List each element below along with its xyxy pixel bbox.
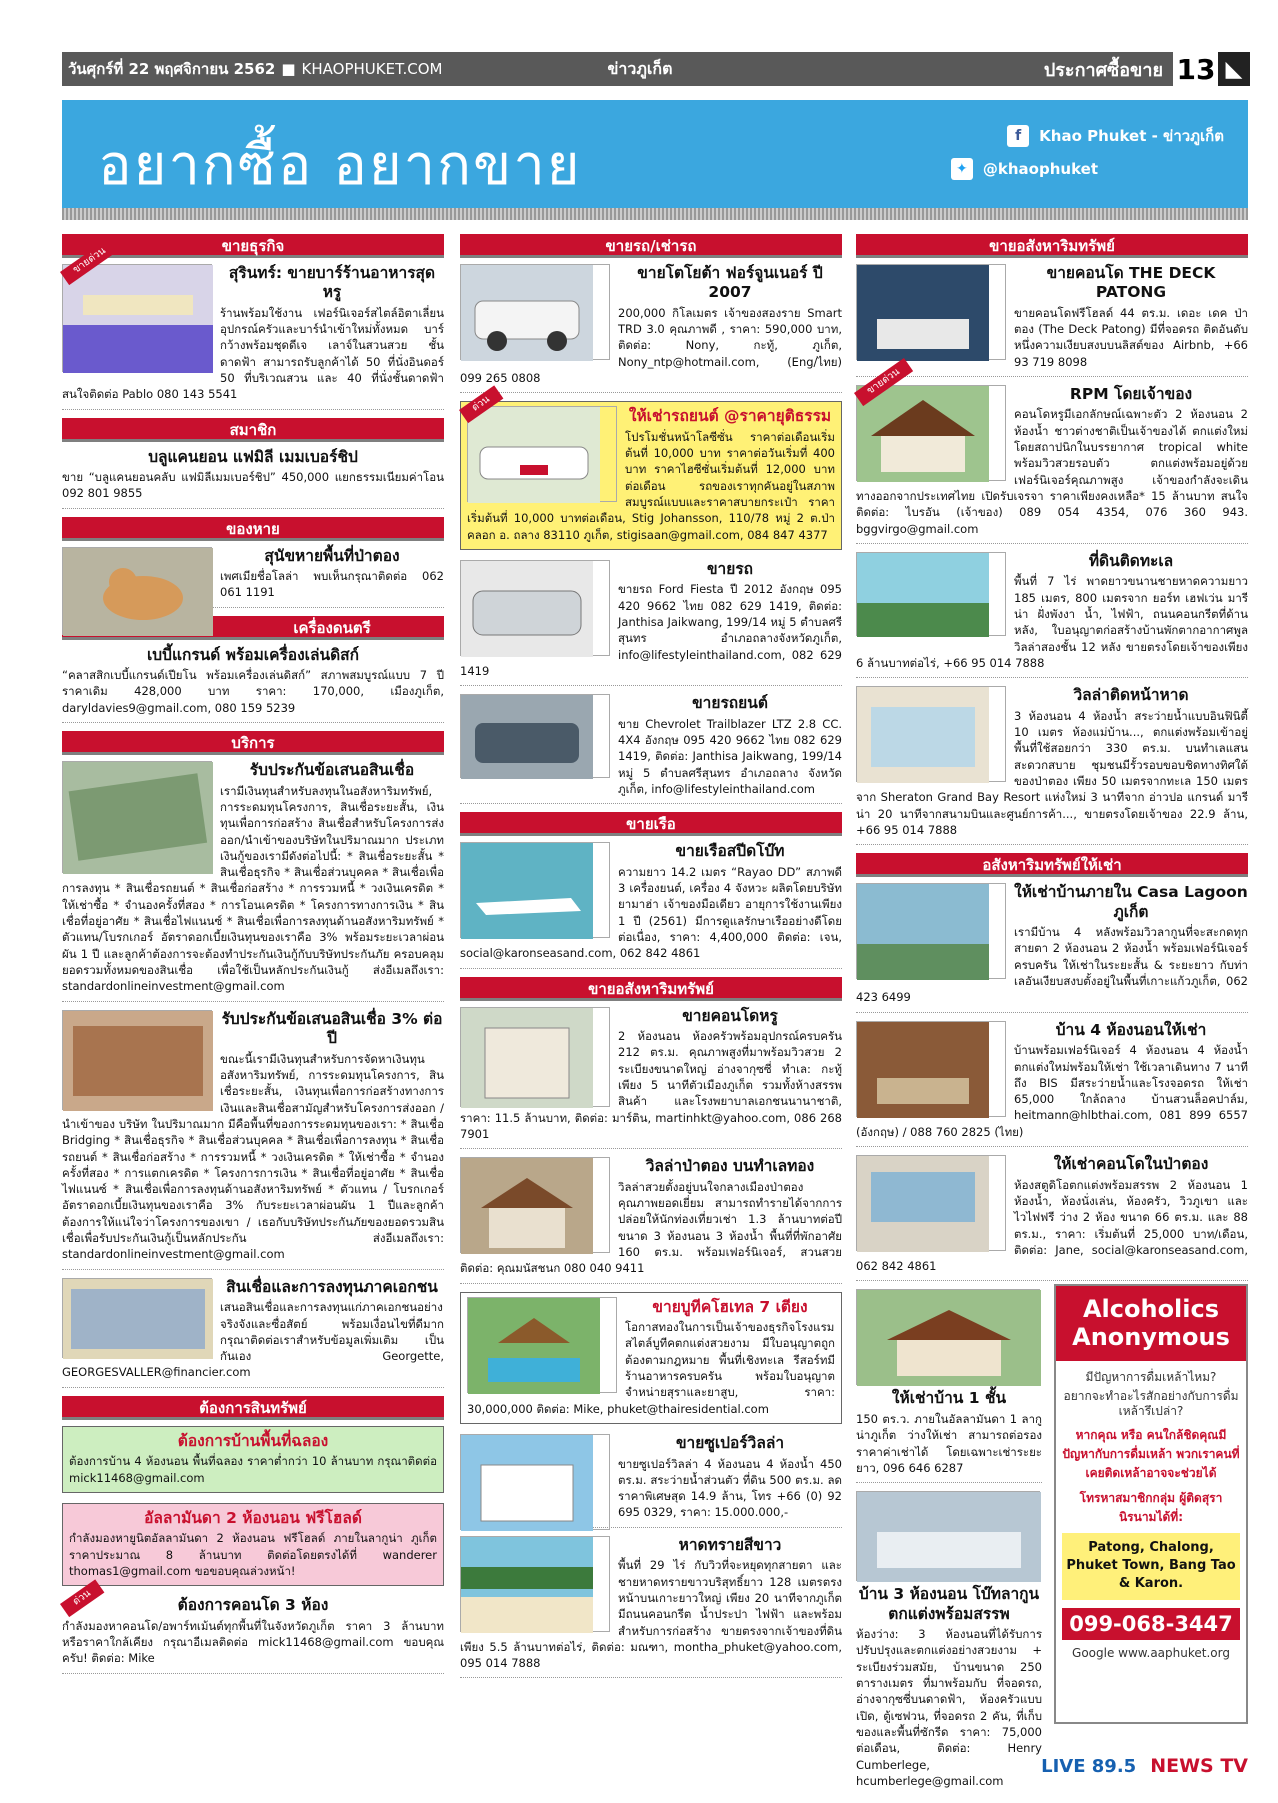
beach-photo	[460, 1536, 610, 1632]
aa-message: หากคุณ หรือ คนใกล้ชิดคุณมีปัญหากับการดื่มเหล้า พวกเราคนที่เคยติดเหล้าอาจจะช่วยได้	[1062, 1427, 1240, 1480]
ad-text: ขาย “บลูแคนยอนคลับ แฟมิลีเมมเบอร์ชิป” 450,000 แยกธรรมเนียมค่าโอน 092 801 9855	[62, 470, 444, 501]
live-radio-logo: LIVE 89.5	[1041, 1755, 1137, 1777]
ad-title: ที่ดินติดทะเล	[1088, 552, 1174, 571]
facebook-label: Khao Phuket - ข่าวภูเก็ต	[1039, 127, 1224, 145]
thai-villa-photo	[856, 385, 1006, 481]
ad-text: วิลล่าสวยตั้งอยู่บนใจกลางเมืองป่าตอง คุณภาพยอดเยี่ยม สามารถทำรายได้จากการปล่อยให้นักท่องเที่ยวเช่า 1.3 ล้านบาทต่อปี ขนาด 3 ห้องนอน 3 ห้องน้ำ พื้นที่ที่พักอาศัย 160 ตร.ม. พร้อมเฟอร์นิเจอร์, สวนสวย ติดต่อ: คุณมนัสชนก 080 040 9411	[460, 1179, 842, 1276]
patong-condo-photo	[856, 1155, 1006, 1251]
ad-title: ขายโตโยต้า ฟอร์จูนเนอร์ ปี 2007	[637, 264, 823, 302]
aa-body	[1056, 1361, 1246, 1665]
ad-text: เรามีเงินทุนสำหรับลงทุนในอสังหาริมทรัพย์, การระดมทุนโครงการ, สินเชื่อระยะสั้น, เงินทุนเพื่อการก่อสร้าง สินเชื่อสำหรับโครงการส่งออก/นำเข้าของบริษัทในปริมาณมาก ประเภทเงินกู้ของเรามีดังต่อไปนี้: * สินเชื่อระยะสั้น * สินเชื่อธุรกิจ * สินเชื่อส่วนบุคคล * สินเชื่อเพื่อการลงทุน * สินเชื่อรถยนต์ * สินเชื่อก่อสร้าง * การรวมหนี้ * วงเงินเครดิต * ให้เช่าซื้อ * จำนองครั้งที่สอง * การโอนเครดิต * โครงการทางการเงิน * สินเชื่อที่อยู่อาศัย * สินเชื่อไฟแนนซ์ * สินเชื่อเพื่อการลงทุนด้านอสังหาริมทรัพย์ * ตัวแทน/โบรกเกอร์ อัตราดอกเบี้ยเงินทุนของเราคือ 3% พร้อมระยะเวลาผ่อนผัน 1 ปี และลูกค้าต้องการจะต้องทำประกันเงินกู้กับบริษัทประกันภัย ครอบคลุมยอดรวมทั้งหมดของสินเชื่อ เพื่อใช้เป็นหลักประกันเงินกู้ ส่งอีเมลถึงเรา: standardonlineinvestment@gmail.com	[62, 783, 444, 994]
single-house-photo	[856, 1289, 1040, 1385]
ad-title: สุนัขหายพื้นที่ป่าตอง	[264, 546, 400, 565]
ad-title: บ้าน 3 ห้องนอน โบ๊ทลากูน ตกแต่งพร้อมสรรพ	[858, 1585, 1040, 1623]
classified-ad	[62, 1503, 444, 1586]
ad-text: โอกาสทองในการเป็นเจ้าของธุรกิจโรงแรมสไตล์บูทีคตกแต่งสวยงาม มีใบอนุญาตถูกต้องตามกฎหมาย พื้นที่เชิงทะเล รีสอร์ทมีร้านอาหารครบครัน พร้อมใบอนุญาตจำหน่ายสุราและยาสูบ, ราคา: 30,000,000 ติดต่อ: Mike, phuket@thairesidential.com	[467, 1320, 835, 1416]
condo-photo	[460, 1007, 610, 1107]
ad-text: พื้นที่ 29 ไร่ กับวิวที่จะหยุดทุกสายตา และชายหาดทรายขาวบริสุทธิ์ยาว 128 เมตรตรงหน้าบนเกาะยาวใหญ่ เพียง 20 นาทีจากภูเก็ต มีถนนคอนกรีต น้ำประปา ไฟฟ้า และพร้อมสำหรับการก่อสร้าง ขายตรงจากเจ้าของที่ดิน เพียง 5.5 ล้านบาทต่อไร่, ติดต่อ: มณฑา, montha_phuket@yahoo.com, 095 014 7888	[460, 1558, 842, 1671]
site-name: KHAOPHUKET.COM	[301, 60, 443, 78]
classified-ad	[856, 1491, 1042, 1795]
beachfront-villa-photo	[856, 686, 1006, 782]
classified-ad	[62, 1426, 444, 1493]
classified-ad	[856, 552, 1248, 678]
aa-question: อยากจะทำอะไรสักอย่างกับการดื่มเหล้ารึเปล่า?	[1063, 1388, 1239, 1419]
ad-title: ขายบูทีคโฮเทล 7 เตียง	[652, 1297, 808, 1316]
dog-photo	[62, 547, 212, 635]
money-photo	[62, 761, 212, 873]
classified-ad	[62, 1010, 444, 1270]
top-bar	[62, 52, 1219, 86]
hot-badge: ด่วน	[459, 386, 503, 424]
section-title: ประกาศซื้อขาย	[1043, 59, 1163, 81]
section-header: ขายอสังหาริมทรัพย์	[856, 234, 1248, 258]
classified-ad	[62, 761, 444, 1002]
section-header: ขายเรือ	[460, 812, 842, 836]
banknotes-photo	[62, 1278, 212, 1358]
ad-title: สินเชื่อและการลงทุนภาคเอกชน	[226, 1277, 438, 1296]
hotel-photo	[467, 1297, 617, 1393]
classified-ad	[460, 1536, 842, 1679]
ad-text: เรามีบ้าน 4 หลังพร้อมวิวลากูนที่จะสะกดทุกสายตา 2 ห้องนอน 2 ห้องน้ำ พร้อมเฟอร์นิเจอร์ครบครัน ให้เช่าในระยะสั้น & ระยะยาว กับท่าเลอันเงียบสงบตั้งอยู่ในพื้นที่เกาะแก้วภูเก็ต, 062 423 6499	[856, 925, 1248, 1005]
ad-title: บลูแคนยอน แฟมิลี เมมเบอร์ชิป	[148, 447, 358, 466]
classified-ad	[856, 1289, 1042, 1483]
ad-text: ห้องสตูดิโอตกแต่งพร้อมสรรพ 2 ห้องนอน 1 ห้องน้ำ, ห้องนั่งเล่น, ห้องครัว, วิวภูเขา และไวไฟฟรี ว่าง 2 ห้อง ขนาด 66 ตร.ม. และ 88 ตร.ม., ราคา: เริ่มต้นที่ 25,000 บาท/เดือน, ติดต่อ: Jane, social@karonseasand.com, 062 842 4861	[856, 1177, 1248, 1274]
ad-text: เพศเมียชื่อโลล่า พบเห็นกรุณาติดต่อ 062 061 1191	[220, 569, 444, 600]
classified-ad	[856, 366, 1248, 544]
ad-text: 150 ตร.ว. ภายในอัลลามันดา 1 ลากูน่าภูเก็ต ว่างให้เช่า สามารถต่อรองราคาค่าเช่าได้ โดยเฉพาะเช่าระยะยาว, 096 646 6287	[856, 1411, 1042, 1475]
ad-title: หาดทรายสีขาว	[678, 1535, 782, 1554]
sedan-photo	[467, 406, 617, 502]
twitter-label: @khaophuket	[982, 160, 1098, 178]
euro-photo	[62, 1010, 212, 1110]
classified-ad	[62, 547, 444, 608]
ad-title: อัลลามันดา 2 ห้องนอน ฟรีโฮลด์	[144, 1508, 362, 1527]
ad-title: รับประกันข้อเสนอสินเชื่อ	[249, 761, 415, 780]
ad-title: ขายคอนโดหรู	[682, 1006, 778, 1025]
ad-title: ขายรถยนต์	[692, 694, 768, 713]
ad-text: บ้านพร้อมเฟอร์นิเจอร์ 4 ห้องนอน 4 ห้องน้ำ ตกแต่งใหม่พร้อมให้เช่า ใช้เวลาเดินทาง 7 นาทีถึง BIS มีสระว่ายน้ำและโรงจอดรถ ให้เช่า 65,000 ใกล้ถลาง บ้านสวนล็อคปาล์ม, heitmann@hlbthai.com, 081 899 6557 (อังกฤษ) / 088 760 2825 (ไทย)	[856, 1043, 1248, 1139]
ad-title: ขายคอนโด THE DECK PATONG	[1046, 264, 1216, 302]
classified-ad	[460, 694, 842, 804]
classified-ad	[460, 560, 842, 686]
divider	[62, 208, 1248, 220]
ad-text: โปรโมชั่นหน้าโลซีซั่น ราคาต่อเดือนเริ่มต้นที่ 10,000 บาท ราคาต่อวันเริ่มที่ 400 บาท ราคาไฮซีซั่นเริ่มต้นที่ 12,000 บาทต่อเดือน รถของเราทุกคันอยู่ในสภาพสมบูรณ์แบบและราคาสบายกระเป๋า ราคาเริ่มต้นที่ 10,000 บาทต่อเดือน, Stig Johansson, 110/78 หมู่ 2 ต.ป่าคลอก อ. ถลาง 83110 ภูเก็ต, stigisaan@gmail.com, 084 847 4377	[467, 429, 835, 542]
classified-ad	[62, 646, 444, 723]
ad-text: กำลังมองหายูนิตอัลลามันดา 2 ห้องนอน ฟรีโฮลด์ ภายในลากูน่า ภูเก็ต ราคาประมาณ 8 ล้านบาท ติดต่อโดยตรงได้ที่ wanderer thomas1@gmail.com ขอขอบคุณล่วงหน้า!	[69, 1531, 437, 1578]
ad-text: ขายคอนโดฟรีโฮลด์ 44 ตร.ม. เดอะ เดค ป่าตอง (The Deck Patong) มีที่จอดรถ ติดอันดับหนึ่งความเงียบสงบบนลิสต์ของ Airbnb, +66 93 719 8098	[1014, 305, 1248, 369]
ad-title: ขายเรือสปีดโบ๊ท	[675, 842, 785, 861]
column-2	[460, 234, 842, 1686]
ad-text: 3 ห้องนอน 4 ห้องน้ำ สระว่ายน้ำแบบอินฟินิตี้ 10 เมตร ห้องแม่บ้าน..., ตกแต่งพร้อมเข้าอยู่ พื้นที่ใช้สอยกว่า 330 ตร.ม. บนทำเลแสนสะดวกสบาย ชุมชนมีรั้วรอบขอบชิดทางทิศใต้ของป่าตอง เพียง 50 เมตรจากทะเล 150 เมตรจาก Sheraton Grand Bay Resort แห่งใหม่ 3 นาทีจาก อ่าวปอ แกรนด์ มารีน่า 20 นาทีจากสนามบินและศูนย์การค้า..., ขายตรงโดยเจ้าของ 22.9 ล้าน, +66 95 014 7888	[856, 708, 1248, 838]
ad-title: เบบี้แกรนด์ พร้อมเครื่องเล่นดิสก์	[147, 645, 359, 664]
ad-title: ขายรถ	[706, 560, 754, 579]
speedboat-photo	[460, 842, 610, 938]
seafront-land-photo	[856, 552, 1006, 636]
ad-text: ร้านพร้อมใช้งาน เฟอร์นิเจอร์สไตล์อิตาเลี่ยน อุปกรณ์ครัวและบาร์นำเข้าใหม่ทั้งหมด บาร์กว้างพร้อมชุดดีเจ เลาจ์ในสวนสวย ชั้นดาดฟ้า สามารถรับลูกค้าได้ 50 ที่นั่งอินดอร์ 50 ที่บริเวณสวน และ 40 ที่นั่งชั้นดาดฟ้า สนใจติดต่อ Pablo 080 143 5541	[62, 305, 444, 402]
aa-website[interactable]: Google www.aaphuket.org	[1072, 1645, 1230, 1660]
logo: ข่าวภูเก็ต	[607, 58, 673, 78]
ad-title: ต้องการบ้านพื้นที่ฉลอง	[177, 1431, 329, 1450]
boat-lagoon-photo	[856, 1491, 1040, 1581]
square-icon: ■	[281, 60, 296, 78]
ad-title: วิลล่าติดหน้าหาด	[1073, 686, 1189, 705]
classified-ad	[460, 394, 842, 550]
ad-text: 200,000 กิโลเมตร เจ้าของสองราย Smart TRD 3.0 คุณภาพดี , ราคา: 590,000 บาท, ติดต่อ: Nony, กะทู้, ภูเก็ต, Nony_ntp@hotmail.com, (Eng/ไทย) 099 265 0808	[460, 305, 842, 386]
ad-text: คอนโดหรูมีเอกลักษณ์เฉพาะตัว 2 ห้องนอน 2 ห้องน้ำ ชาวต่างชาติเป็นเจ้าของได้ ตกแต่งใหม่โดยสถาปนิกในบรรยากาศ tropical white พร้อมวิวสวยรอบตัว ตกแต่งพร้อมอยู่ด้วยเฟอร์นิเจอร์คุณภาพสูง เจ้าของกำลังจะเดินทางออกจากประเทศไทย เปิดรับเจรจา ราคาเพียงคงเหลือ* 15 ล้านบาท สนใจติดต่อ: ไบรอัน (เจ้าของ) 089 054 4354, 076 360 943. bggvirgo@gmail.com	[856, 407, 1248, 536]
classified-ad	[62, 1278, 444, 1388]
bar-photo	[62, 264, 212, 372]
twitter-link[interactable]	[951, 158, 1098, 180]
ad-text: ขาย Chevrolet Trailblazer LTZ 2.8 CC. 4X4 อังกฤษ 095 420 9662 ไทย 082 629 1419, ติดต่อ: Janthisa Jaikwang, 199/14 หมู่ 5 ตำบลศรีสุนทร อำเภอถลาง จังหวัดภูเก็ต, info@lifestyleinthailand.com	[618, 716, 842, 797]
section-header: สมาชิก	[62, 418, 444, 442]
issue-date: วันศุกร์ที่ 22 พฤศจิกายน 2562	[68, 60, 276, 78]
classified-ad	[460, 1292, 842, 1424]
section-header: อสังหาริมทรัพย์ให้เช่า	[856, 853, 1248, 877]
classified-ad	[856, 1021, 1248, 1147]
facebook-icon: f	[1007, 125, 1029, 147]
ad-title: รับประกันข้อเสนอสินเชื่อ 3% ต่อปี	[221, 1009, 443, 1048]
aa-contact: โทรหาสมาชิกกลุ่ม ผู้ติดสุรานิรนามได้ที่:	[1079, 1490, 1223, 1524]
suv-photo	[460, 264, 610, 360]
ad-text: ขณะนี้เรามีเงินทุนสำหรับการจัดหาเงินทุนอสังหาริมทรัพย์, การระดมทุนโครงการ, สินเชื่อระยะสั้น, เงินทุนเพื่อการก่อสร้างทางการเงินและสินเชื่อสามัญสำหรับโครงการส่งออก / นำเข้าของ บริษัท ในปริมาณมาก มีคือพื้นที่ของการระดมทุนของเรา: * สินเชื่อ Bridging * สินเชื่อธุรกิจ * สินเชื่อส่วนบุคคล * สินเชื่อเพื่อการลงทุน * สินเชื่อรถยนต์ * สินเชื่อก่อสร้าง * การรวมหนี้ * วงเงินเครดิต * ให้เช่าซื้อ * จำนองครั้งที่สอง * การแตกเครดิต * โครงการการเงิน * สินเชื่อที่อยู่อาศัย * สินเชื่อไฟแนนซ์ * สินเชื่อเพื่อการลงทุนด้านอสังหาริมทรัพย์ * ตัวแทน / โบรกเกอร์ อัตราดอกเบี้ยเงินทุนของเราคือ 3% กับระยะเวลาผ่อนผัน 1 ปีและลูกค้าต้องการให้แน่ใจว่าโครงการของเขา / เธอกับบริษัทประกันภัยของยอดรวมสินเชื่อเพื่อรับประกันเงินกู้เป็นหลักประกัน ส่งอีเมลถึงเรา: standardonlineinvestment@gmail.com	[62, 1051, 444, 1262]
section-header: เครื่องดนตรี	[62, 616, 444, 640]
ad-title: ขายซูเปอร์วิลล่า	[675, 1434, 785, 1453]
ad-text: ขายซูเปอร์วิลล่า 4 ห้องนอน 4 ห้องน้ำ 450 ตร.ม. สระว่ายน้ำส่วนตัว ที่ดิน 500 ตร.ม. ลดราคาพิเศษสุด 14.9 ล้าน, โทร +66 (0) 92 695 0329, ราคา: 15.000.000,-	[618, 1456, 842, 1520]
ad-title: สุรินทร์: ขายบาร์ร้านอาหารสุดหรู	[228, 264, 436, 302]
section-header: ของหาย	[62, 517, 444, 541]
classified-ad	[460, 842, 842, 968]
column-1	[62, 234, 444, 1682]
classified-ad	[856, 264, 1248, 377]
section-header: ขายอสังหาริมทรัพย์	[460, 977, 842, 1001]
ad-text: ห้องว่าง: 3 ห้องนอนที่ได้รับการปรับปรุงและตกแต่งอย่างสวยงาม + ระเบียงร่วมสมัย, บ้านขนาด 250 ตารางเมตร ที่มาพร้อมกับ ที่จอดรถ, อ่างจากุซซี่บนดาดฟ้า, ห้องครัวแบบเปิด, ตู้เซฟวน, ที่จอดรถ 2 คัน, ที่เก็บของและพื้นที่ซักรีด ราคา: 75,000 ต่อเดือน, ติดต่อ: Henry Cumberlege, hcumberlege@gmail.com	[856, 1626, 1042, 1788]
footer-logos	[980, 1752, 1248, 1780]
section-header: บริการ	[62, 731, 444, 755]
news-tv-logo: NEWS TV	[1150, 1755, 1248, 1777]
bedroom-photo	[856, 264, 1006, 360]
page-title: อยากซื้อ อยากขาย	[98, 133, 582, 198]
ad-text: “คลาสสิกเบบี้แกรนด์เปียโน พร้อมเครื่องเล่นดิสก์” สภาพสมบูรณ์แบบ 7 ปี ราคาเดิม 428,000 บาท ราคา: 170,000, เมืองภูเก็ต, daryldavies9@gmail.com, 080 159 5239	[62, 668, 444, 715]
aa-title: Alcoholics Anonymous	[1056, 1286, 1246, 1361]
hot-badge: ด่วน	[60, 1580, 104, 1618]
classified-ad	[856, 686, 1248, 845]
section-header: ขายรถ/เช่ารถ	[460, 234, 842, 258]
aa-locations: Patong, Chalong, Phuket Town, Bang Tao & Karon.	[1062, 1533, 1240, 1600]
aa-phone[interactable]: 099-068-3447	[1062, 1608, 1240, 1640]
banner	[62, 100, 1248, 208]
classified-ad	[856, 1155, 1248, 1281]
classified-ad	[460, 1157, 842, 1283]
ad-text: 2 ห้องนอน ห้องครัวพร้อมอุปกรณ์ครบครัน 212 ตร.ม. คุณภาพสูงที่มาพร้อมวิวสวย 2 ระเบียงขนาดใหญ่ อ่างจากุซซี่ ทำเล: กะทู้ เพียง 5 นาทีตัวเมืองภูเก็ต รวมทั้งห้างสรรพสินค้า และโรงพยาบาลเอกชนนานาชาติ, ราคา: 11.5 ล้านบาท, ติดต่อ: มาร์ติน, martinhkt@yahoo.com, 086 268 7901	[460, 1029, 842, 1142]
villa-photo	[460, 1157, 610, 1253]
ad-title: บ้าน 4 ห้องนอนให้เช่า	[1055, 1020, 1207, 1039]
classified-ad	[460, 1007, 842, 1150]
ad-title: ให้เช่าคอนโดในป่าตอง	[1053, 1155, 1209, 1174]
classified-ad	[460, 264, 842, 393]
ad-title: ให้เช่าบ้าน 1 ชั้น	[891, 1389, 1007, 1408]
ad-text: เสนอสินเชื่อและการลงทุนแก่ภาคเอกชนอย่างจริงจังและซื่อสัตย์ พร้อมเงื่อนไขที่ดีมาก กรุณาติดต่อเราสำหรับข้อมูลเพิ่มเติม เป็นกันเอง Georgette, GEORGESVALLER@financier.com	[62, 1300, 444, 1380]
classified-ad	[460, 1434, 842, 1528]
ford-photo	[460, 560, 610, 656]
aa-advert	[1054, 1284, 1248, 1724]
page-number: 13	[1173, 52, 1219, 86]
ad-text: ขายรถ Ford Fiesta ปี 2012 อังกฤษ 095 420 9662 ไทย 082 629 1419, ติดต่อ: Janthisa Jaikwang, 199/14 หมู่ 5 ตำบลศรีสุนทร อำเภอถลางจังหวัดภูเก็ต, info@lifestyleinthailand.com, 082 629 1419	[460, 582, 842, 679]
ad-title: วิลล่าป่าตอง บนทำเลทอง	[645, 1157, 815, 1176]
classified-ad	[62, 1588, 444, 1673]
section-header: ขายธุรกิจ	[62, 234, 444, 258]
ad-text: ความยาว 14.2 เมตร “Rayao DD” สภาพดี 3 เครื่องยนต์, เครื่อง 4 จังหวะ ผลิตโดยบริษัทยามาฮ่า เจ้าของมือเดียว อายุการใช้งานเพียง 1 ปี (2561) มีการดูแลรักษาเรืออย่างดีโดยต่อเนื่อง, ราคา: 4,400,000 ติดต่อ: เจน, social@karonseasand.com, 062 842 4861	[460, 864, 842, 961]
hot-badge: ขายด่วน	[60, 237, 119, 285]
super-villa-photo	[460, 1434, 610, 1530]
ad-title: ให้เช่ารถยนต์ @ราคายุติธรรม	[628, 407, 832, 426]
facebook-link[interactable]	[1007, 124, 1224, 148]
twitter-icon: ✦	[951, 158, 973, 180]
corner-arrow-icon: ◣	[1218, 52, 1250, 86]
ad-text: ต้องการบ้าน 4 ห้องนอน พื้นที่ฉลอง ราคาต่ำกว่า 10 ล้านบาท กรุณาติดต่อ mick11468@gmail.com	[69, 1454, 437, 1485]
hot-badge: ขายด่วน	[854, 358, 913, 406]
ad-title: ต้องการคอนโด 3 ห้อง	[177, 1596, 329, 1615]
living-room-photo	[856, 1021, 1006, 1117]
classified-ad	[856, 883, 1248, 1012]
section-header: ต้องการสินทรัพย์	[62, 1396, 444, 1420]
ad-text: กำลังมองหาคอนโด/อพาร์ทเม้นต์ทุกพื้นที่ในจังหวัดภูเก็ต ราคา 3 ล้านบาท หรือราคาใกล้เคียง กรุณาอีเมลติดต่อ mick11468@gmail.com ขอบคุณครับ! ติดต่อ: Mike	[62, 1618, 444, 1666]
classified-ad	[62, 448, 444, 509]
aa-question: มีปัญหาการดื่มเหล้าไหม?	[1062, 1370, 1240, 1386]
ad-title: RPM โดยเจ้าของ	[1069, 385, 1193, 404]
ad-title: ให้เช่าบ้านภายใน Casa Lagoon ภูเก็ต	[1014, 883, 1248, 921]
lagoon-house-photo	[856, 883, 1006, 979]
chevrolet-photo	[460, 694, 610, 778]
ad-text: พื้นที่ 7 ไร่ พาดยาวขนานชายหาดความยาว 185 เมตร, 800 เมตรจาก ยอร์ท เฮฟเว่น มารีน่า ฝั่งพังงา น้ำ, ไฟฟ้า, ถนนคอนกรีตที่ด้านหลัง, ใบอนุญาตก่อสร้างบ้านพักตากอากาศพูลวิลล่าสองชั้น 12 หลัง ขายตรงโดยเจ้าของเพียง 6 ล้านบาทต่อไร่, +66 95 014 7888	[856, 574, 1248, 671]
